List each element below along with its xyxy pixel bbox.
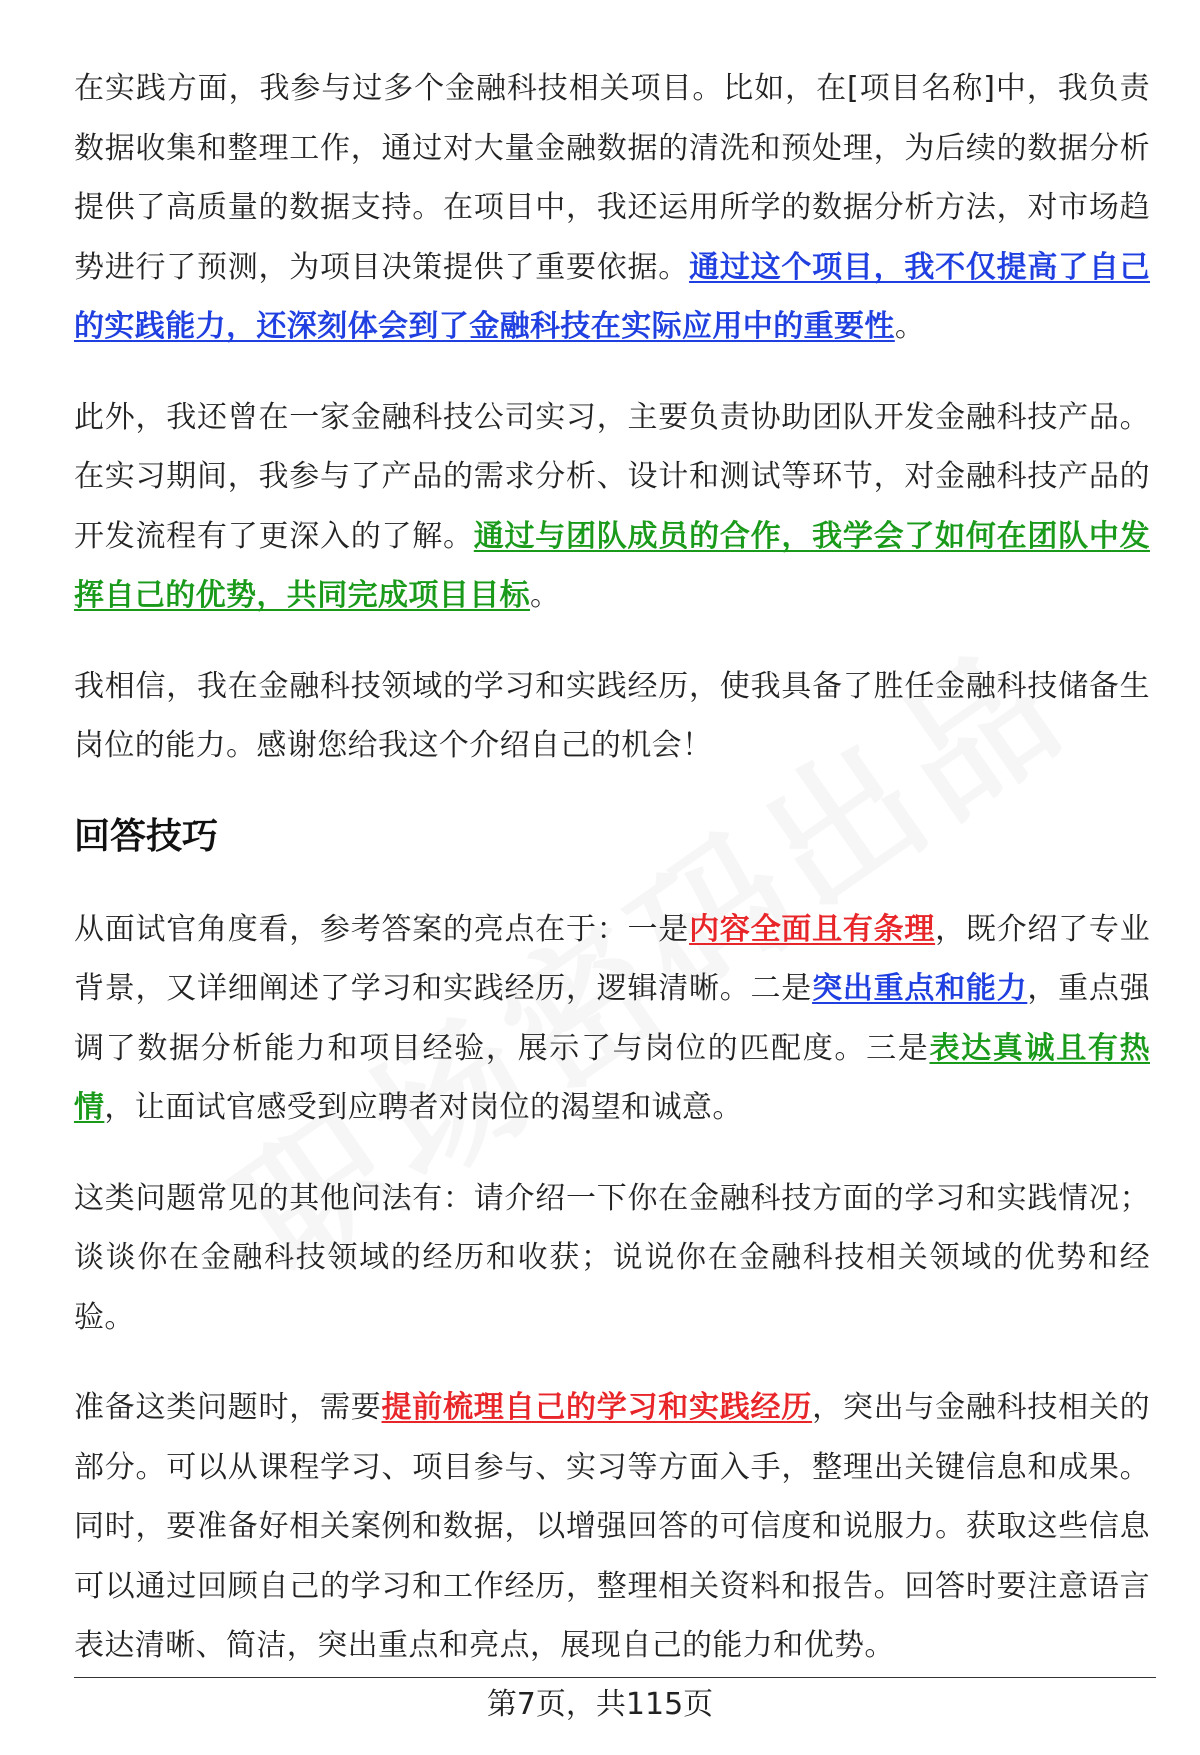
footer-divider [74,1677,1156,1678]
page-number: 第7页，共115页 [486,1687,714,1722]
paragraph-text: 。 [894,309,926,344]
paragraph-text: 准备这类问题时，需要 [74,1390,382,1425]
highlighted-text: 内容全面且有条理 [689,911,936,947]
tips_paragraphs-paragraph [74,1378,1150,1676]
paragraph-text: 从面试官角度看，参考答案的亮点在于：一是 [74,911,690,947]
paragraph-text: ，突出与金融科技相关的部分。可以从课程学习、项目参与、实习等方面入手，整理出关键信息和成果。同时，要准备好相关案例和数据，以增强回答的可信度和说服力。获取这些信息可以通过回顾自己的学习和工作经历，整理相关资料和报告。回答时要注意语言表达清晰、简洁，突出重点和亮点，展现自己的能力和优势。 [74,1390,1151,1663]
paragraph-text: 我相信，我在金融科技领域的学习和实践经历，使我具备了胜任金融科技储备生岗位的能力。感谢您给我这个介绍自己的机会！ [74,668,1150,763]
paragraph-text: 在实践方面，我参与过多个金融科技相关项目。比如，在[项目名称]中，我负责数据收集和整理工作，通过对大量金融数据的清洗和预处理，为后续的数据分析提供了高质量的数据支持。在项目中，我还运用所学的数据分析方法，对市场趋势进行了预测，为项目决策提供了重要依据。 [74,71,1150,285]
highlighted-text: 通过这个项目，我不仅提高了自己的实践能力，还深刻体会到了金融科技在实际应用中的重要性 [74,249,1151,344]
paragraphs-paragraph [74,388,1150,626]
paragraph-text: 。 [530,578,561,613]
tips_paragraphs-paragraph [74,900,1150,1138]
paragraphs-paragraph [74,657,1150,776]
paragraph-text: ，重点强调了数据分析能力和项目经验，展示了与岗位的匹配度。三是 [74,971,1150,1066]
highlighted-text: 表达真诚且有热情 [74,1030,1150,1125]
section-heading: 回答技巧 [74,815,219,857]
answer-section [74,59,1150,776]
highlighted-text: 提前梳理自己的学习和实践经历 [381,1390,813,1425]
paragraph-text: ，既介绍了专业背景，又详细阐述了学习和实践经历，逻辑清晰。二是 [74,911,1151,1006]
page-content [74,59,1150,1707]
paragraph-text: ，让面试官感受到应聘者对岗位的渴望和诚意。 [104,1090,743,1125]
tips_paragraphs-paragraph [74,1169,1150,1348]
paragraph-text: 这类问题常见的其他问法有：请介绍一下你在金融科技方面的学习和实践情况；谈谈你在金融科技领域的经历和收获；说说你在金融科技相关领域的优势和经验。 [74,1180,1150,1335]
highlighted-text: 通过与团队成员的合作，我学会了如何在团队中发挥自己的优势，共同完成项目目标 [74,518,1150,613]
paragraph-text: 此外，我还曾在一家金融科技公司实习，主要负责协助团队开发金融科技产品。在实习期间，我参与了产品的需求分析、设计和测试等环节，对金融科技产品的开发流程有了更深入的了解。 [74,399,1150,554]
tips-section [74,900,1150,1676]
paragraphs-paragraph [74,59,1150,357]
highlighted-text: 突出重点和能力 [812,971,1028,1006]
